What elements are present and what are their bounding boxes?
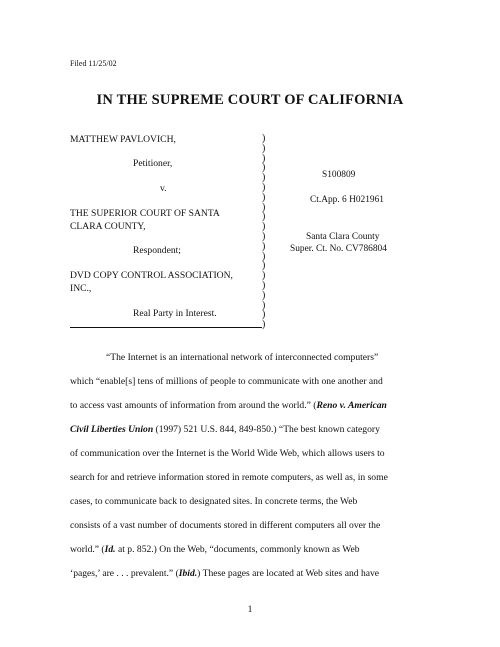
bracket: ): [262, 191, 266, 203]
body-line: consists of a vast number of documents stored in different computers all over the: [70, 520, 381, 531]
bracket: ): [262, 221, 266, 233]
body-text: at p. 852.) On the Web, “documents, commonly known as Web: [115, 544, 360, 555]
body-line: which “enable[s] tens of millions of people to communicate with one another and: [70, 376, 383, 387]
bracket: ): [262, 309, 266, 321]
petitioner-name: MATTHEW PAVLOVICH,: [70, 134, 176, 145]
respondent-name-line2: CLARA COUNTY,: [70, 221, 146, 232]
ct-app-number: Ct.App. 6 H021961: [310, 195, 384, 205]
bracket: ): [262, 299, 266, 311]
case-citation: Civil Liberties Union: [70, 424, 154, 435]
page-number: 1: [247, 604, 253, 615]
bracket: ): [262, 270, 266, 282]
bracket: ): [262, 152, 266, 164]
body-text: to access vast amounts of information from around the world.” (: [70, 400, 317, 411]
bracket: ): [262, 133, 266, 144]
body-line: “The Internet is an international network of interconnected computers”: [106, 352, 379, 363]
caption-brackets: [262, 134, 270, 330]
body-line: [70, 544, 360, 555]
bracket: ): [262, 172, 266, 184]
body-text: ‘pages,’ are . . . prevalent.” (: [70, 568, 179, 579]
versus: v.: [160, 183, 167, 194]
court-title: IN THE SUPREME COURT OF CALIFORNIA: [96, 92, 404, 108]
bracket: ): [262, 250, 266, 262]
county: Santa Clara County: [306, 232, 380, 242]
bracket: ): [262, 201, 266, 213]
case-citation: Ibid.: [178, 568, 198, 579]
body-text: world.” (: [70, 544, 105, 555]
petitioner-role: Petitioner,: [133, 158, 173, 169]
bracket: ): [262, 142, 266, 154]
respondent-role: Respondent;: [133, 245, 181, 256]
rpi-role: Real Party in Interest.: [133, 308, 217, 319]
rpi-name-line1: DVD COPY CONTROL ASSOCIATION,: [70, 270, 233, 281]
caption-underline: [70, 327, 262, 328]
bracket: ): [262, 240, 266, 252]
bracket: ): [262, 162, 266, 174]
body-line: [70, 424, 380, 435]
filed-date: Filed 11/25/02: [70, 59, 117, 68]
bracket: ): [262, 181, 266, 193]
bracket: ): [262, 279, 266, 291]
case-citation: Id.: [104, 544, 116, 555]
rpi-name-line2: INC.,: [70, 283, 92, 294]
bracket: ): [262, 289, 266, 301]
respondent-name-line1: THE SUPERIOR COURT OF SANTA: [70, 208, 220, 219]
case-citation: Reno v. American: [316, 400, 387, 411]
body-line: [70, 568, 379, 579]
body-text: ) These pages are located at Web sites and have: [197, 568, 380, 579]
superior-court-number: Super. Ct. No. CV786804: [290, 244, 387, 254]
body-text: (1997) 521 U.S. 844, 849-850.) “The best known category: [153, 424, 380, 435]
body-line: [70, 400, 387, 411]
bracket: ): [262, 260, 266, 272]
body-line: of communication over the Internet is the World Wide Web, which allows users to: [70, 448, 385, 459]
bracket: ): [262, 230, 266, 242]
bracket: ): [262, 319, 266, 331]
case-number: S100809: [322, 170, 356, 180]
bracket: ): [262, 211, 266, 223]
body-line: cases, to communicate back to designated sites. In concrete terms, the Web: [70, 496, 358, 507]
body-line: search for and retrieve information stored in remote computers, as well as, in some: [70, 472, 388, 483]
